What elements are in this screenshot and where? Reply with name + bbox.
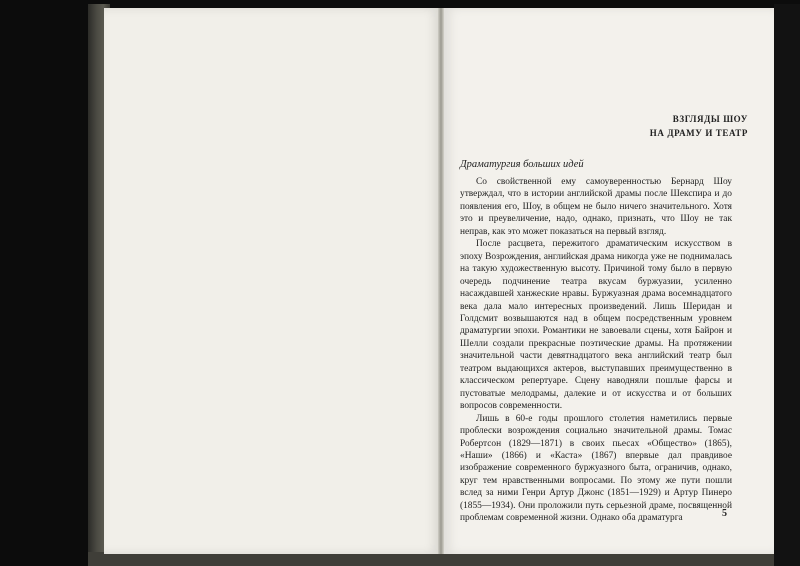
book-cover-bottom-edge <box>88 552 800 566</box>
section-title-line: НА ДРАМУ И ТЕАТР <box>649 128 748 138</box>
left-page-blank <box>104 8 440 554</box>
page-number: 5 <box>722 508 727 519</box>
paragraph: После расцвета, пережитого драматическим искусством в эпоху Возрождения, английская драма никогда уже не поднималась на такую художественную высоту. Причиной тому было в первую очередь подчинение театра вкусам буржуазии, усиленно насаждавшей ханжеские нравы. Буржуазная драма восемнадцатого века дала мало интересных произведений. Лишь Шеридан и Голдсмит возвышаются над в общем посредственным уровнем драматургии эпохи. Романтики не завоевали сцены, хотя Байрон и Шелли создали прекрасные поэтические драмы. На протяжении значительной части девятнадцатого века английский театр был театром выдающихся актеров, выступавших преимущественно в классическом репертуаре. Сцену наводняли пошлые фарсы и пустоватые мелодрамы, далекие и от искусства и от больших вопросов современности. <box>460 239 732 412</box>
paragraph: Лишь в 60-е годы прошлого столетия наметились первые проблески возрождения социально значительной драмы. Томас Робертсон (1829—1871) в своих пьесах «Общество» (1865), «Наши» (1866) и «Каста» (1867) впервые дал правдивое изображение современного буржуазного быта, ограничив, однако, круг тем нравственными вопросами. По этому же пути пошли вслед за ними Генри Артур Джонс (1851—1929) и Артур Пинеро (1855—1934). Они проложили путь серьезной драме, посвященной проблемам современной жизни. Однако оба драматурга <box>460 413 732 524</box>
chapter-subheading: Драматургия больших идей <box>460 159 584 170</box>
body-text <box>460 176 732 525</box>
scan-right-edge <box>774 4 800 566</box>
paragraph: Со свойственной ему самоуверенностью Бернард Шоу утверждал, что в истории английской драмы после Шекспира и до появления его, Шоу, в общем не было ничего значительного. Хотя это и преувеличение, надо, однако, признать, что Шоу не так неправ, как это может показаться на первый взгляд. <box>460 177 732 237</box>
section-title <box>650 112 748 140</box>
section-title-line: ВЗГЛЯДЫ ШОУ <box>672 114 748 124</box>
